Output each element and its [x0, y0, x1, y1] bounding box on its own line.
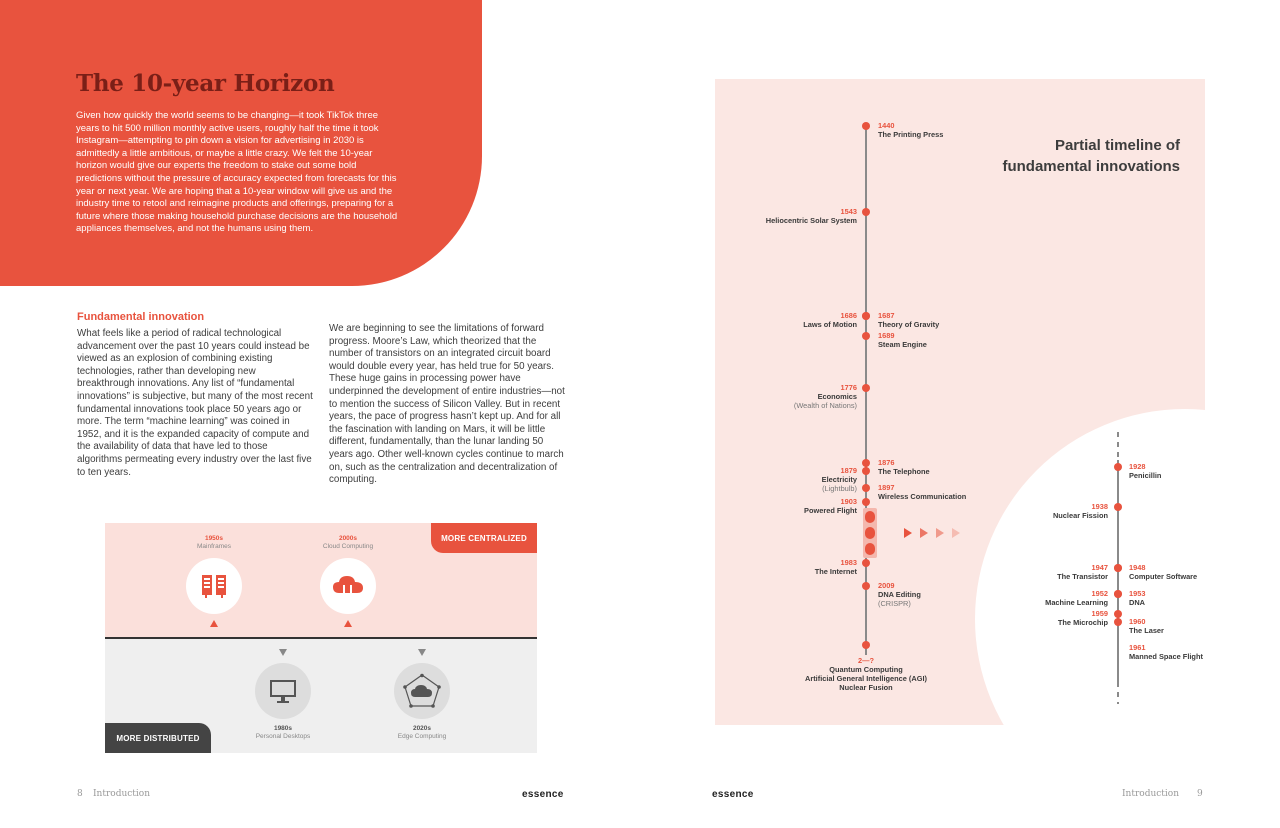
event-year: 1947: [1091, 563, 1108, 572]
event-year: 1776: [840, 383, 857, 392]
page-number-right: 9: [1197, 789, 1203, 799]
event-year: 1689: [878, 331, 895, 340]
timeline-dot: [862, 498, 870, 506]
timeline-dot: [1114, 564, 1122, 572]
up-arrow-icon: [210, 620, 218, 627]
essence-logo: essence: [522, 789, 564, 800]
era-name: Mainframes: [197, 543, 231, 550]
event-year: 1938: [1091, 502, 1108, 511]
timeline-dot: [862, 559, 870, 567]
timeline-event: [878, 311, 939, 329]
timeline-event: [878, 458, 930, 476]
event-year: 1961: [1129, 643, 1146, 652]
timeline-dot: [862, 484, 870, 492]
timeline-event: [804, 497, 857, 515]
event-name: DNA Editing: [878, 590, 921, 599]
era-label-desktops: [238, 725, 328, 741]
future-item: Quantum Computing: [829, 665, 903, 674]
event-year: 1952: [1091, 589, 1108, 598]
era-year: 1950s: [204, 535, 224, 542]
network-cloud-icon: [394, 663, 450, 719]
event-name: Manned Space Flight: [1129, 652, 1203, 661]
timeline-dot: [862, 332, 870, 340]
event-name: The Transistor: [1057, 572, 1108, 581]
timeline-event: [1053, 502, 1108, 520]
timeline-dot: [862, 122, 870, 130]
timeline-event: [1129, 643, 1203, 661]
arrow-icon: [920, 528, 928, 538]
event-year: 1686: [840, 311, 857, 320]
era-name: Personal Desktops: [255, 733, 311, 740]
event-year: 1876: [878, 458, 895, 467]
arrow-icon: [904, 528, 912, 538]
future-year: 2—?: [857, 656, 874, 665]
timeline-event: [1057, 563, 1108, 581]
section-heading: Fundamental innovation: [77, 311, 205, 323]
timeline-event: [1129, 462, 1161, 480]
event-subtitle: (Lightbulb): [822, 484, 857, 493]
timeline-event: [822, 466, 857, 493]
event-year: 1897: [878, 483, 895, 492]
timeline-event: [1129, 563, 1197, 581]
event-name: The Laser: [1129, 626, 1164, 635]
timeline-dot: [862, 459, 870, 467]
event-name: Heliocentric Solar System: [765, 216, 857, 225]
event-name: Wireless Communication: [878, 492, 967, 501]
timeline-event: [766, 207, 857, 225]
timeline-dot: [862, 312, 870, 320]
event-name: Nuclear Fission: [1052, 511, 1108, 520]
event-name: Electricity: [821, 475, 857, 484]
era-label-edge: [377, 725, 467, 741]
event-year: 1440: [878, 121, 895, 130]
future-events: [790, 656, 942, 692]
footer-section-left: Introduction: [93, 789, 150, 799]
event-name: Laws of Motion: [803, 320, 857, 329]
body-column-2: We are beginning to see the limitations of forward progress. Moore’s Law, which theorized that the number of transistors on an integrated circuit board would double every year, has held true for 50 years. These huge gains in processing power have underpinned the development of entire industries—not to mention the success of Silicon Valley. But in recent years, the pace of progress hasn’t kept up. And for all the fascination with landing on Mars, it will be little different, fundamentally, than the lunar landing 50 years ago. Other well-known cycles continue to march on, such as the centralization and decentralization of computing.: [329, 323, 565, 486]
event-name: The Microchip: [1057, 618, 1108, 627]
event-name: Penicillin: [1129, 471, 1162, 480]
event-year: 1903: [840, 497, 857, 506]
essence-logo: essence: [712, 789, 754, 800]
timeline-event: [878, 121, 943, 139]
timeline-event: [794, 383, 857, 410]
event-name: Powered Flight: [804, 506, 857, 515]
server-icon: [186, 558, 242, 614]
event-name: Computer Software: [1129, 572, 1198, 581]
event-year: 1983: [840, 558, 857, 567]
event-name: The Internet: [814, 567, 857, 576]
event-year: 1687: [878, 311, 895, 320]
computing-cycle-diagram: [105, 523, 537, 753]
era-name: Cloud Computing: [322, 543, 374, 550]
timeline-dot: [1114, 590, 1122, 598]
monitor-icon: [255, 663, 311, 719]
event-name: The Telephone: [878, 467, 930, 476]
down-arrow-icon: [279, 649, 287, 656]
event-name: Theory of Gravity: [878, 320, 940, 329]
timeline-dot: [862, 467, 870, 475]
timeline-title: Partial timeline of fundamental innovations: [1002, 137, 1180, 175]
more-distributed-tag: MORE DISTRIBUTED: [105, 723, 211, 753]
timeline-event: [878, 331, 927, 349]
timeline-event: [1058, 609, 1108, 627]
timeline-dot: [862, 384, 870, 392]
era-year: 2020s: [412, 725, 432, 732]
more-centralized-tag: MORE CENTRALIZED: [431, 523, 537, 553]
timeline-event: [803, 311, 857, 329]
timeline-event: [1045, 589, 1108, 607]
event-year: 1543: [840, 207, 857, 216]
timeline-dot: [1114, 610, 1122, 618]
event-year: 1959: [1091, 609, 1108, 618]
event-subtitle: (Wealth of Nations): [793, 401, 857, 410]
footer-section-right: Introduction: [1122, 789, 1179, 799]
timeline-event: [878, 581, 921, 608]
timeline-event: [1129, 617, 1164, 635]
timeline-dot: [862, 641, 870, 649]
event-name: Economics: [817, 392, 857, 401]
timeline-dot: [862, 208, 870, 216]
event-year: 1960: [1129, 617, 1146, 626]
arrow-icon: [936, 528, 944, 538]
era-label-mainframes: [169, 535, 259, 551]
event-name: The Printing Press: [878, 130, 944, 139]
event-subtitle: (CRISPR): [878, 599, 911, 608]
era-year: 1980s: [273, 725, 293, 732]
down-arrow-icon: [418, 649, 426, 656]
future-item: Nuclear Fusion: [839, 683, 893, 692]
future-item: Artificial General Intelligence (AGI): [805, 674, 927, 683]
era-label-cloud: [303, 535, 393, 551]
event-year: 1928: [1129, 462, 1146, 471]
era-year: 2000s: [338, 535, 358, 542]
timeline-dot: [862, 582, 870, 590]
up-arrow-icon: [344, 620, 352, 627]
body-column-1: What feels like a period of radical technological advancement over the past 10 years could instead be viewed as an explosion of combining existing technologies, rather than developing new breakthrough innovations. Any list of “fundamental innovations” is subjective, but many of the most recent fundamental innovations took place 50 years ago or more. The term “machine learning” was coined in 1952, and it is the expanded capacity of compute and the availability of data that have led to those algorithms permeating every industry over the last five to ten years.: [77, 328, 313, 478]
event-year: 1948: [1129, 563, 1146, 572]
timeline-dot: [1114, 463, 1122, 471]
timeline-event: [878, 483, 966, 501]
intro-paragraph: Given how quickly the world seems to be changing—it took TikTok three years to hit 500 million monthly active users, roughly half the time it took Instagram—attempting to pin down a vision for advertising in 2030 is admittedly a little ambitious, or maybe a little crazy. We felt the 10-year horizon would give our experts the freedom to stake out some bold predictions without the pressure of accuracy expected from forecasts for this year or next year. We are hoping that a 10-year window will give us and the industry time to retool and reimagine products and offerings, preparing for a future where those making household purchase decisions are the household appliances themselves, and not the humans using them.: [76, 110, 398, 235]
page-number-left: 8: [77, 789, 83, 799]
event-year: 1879: [840, 466, 857, 475]
page-title: The 10-year Horizon: [76, 70, 335, 97]
divider-line: [105, 637, 537, 639]
era-name: Edge Computing: [397, 733, 447, 740]
highlight-bar: [863, 508, 877, 558]
cloud-icon: [320, 558, 376, 614]
timeline-dot: [1114, 503, 1122, 511]
event-name: Machine Learning: [1045, 598, 1108, 607]
timeline-dot: [1114, 618, 1122, 626]
event-year: 2009: [878, 581, 895, 590]
event-name: Steam Engine: [878, 340, 927, 349]
timeline-event: [1129, 589, 1145, 607]
event-name: DNA: [1129, 598, 1146, 607]
arrow-icon: [952, 528, 960, 538]
event-year: 1953: [1129, 589, 1146, 598]
timeline-event: [815, 558, 857, 576]
